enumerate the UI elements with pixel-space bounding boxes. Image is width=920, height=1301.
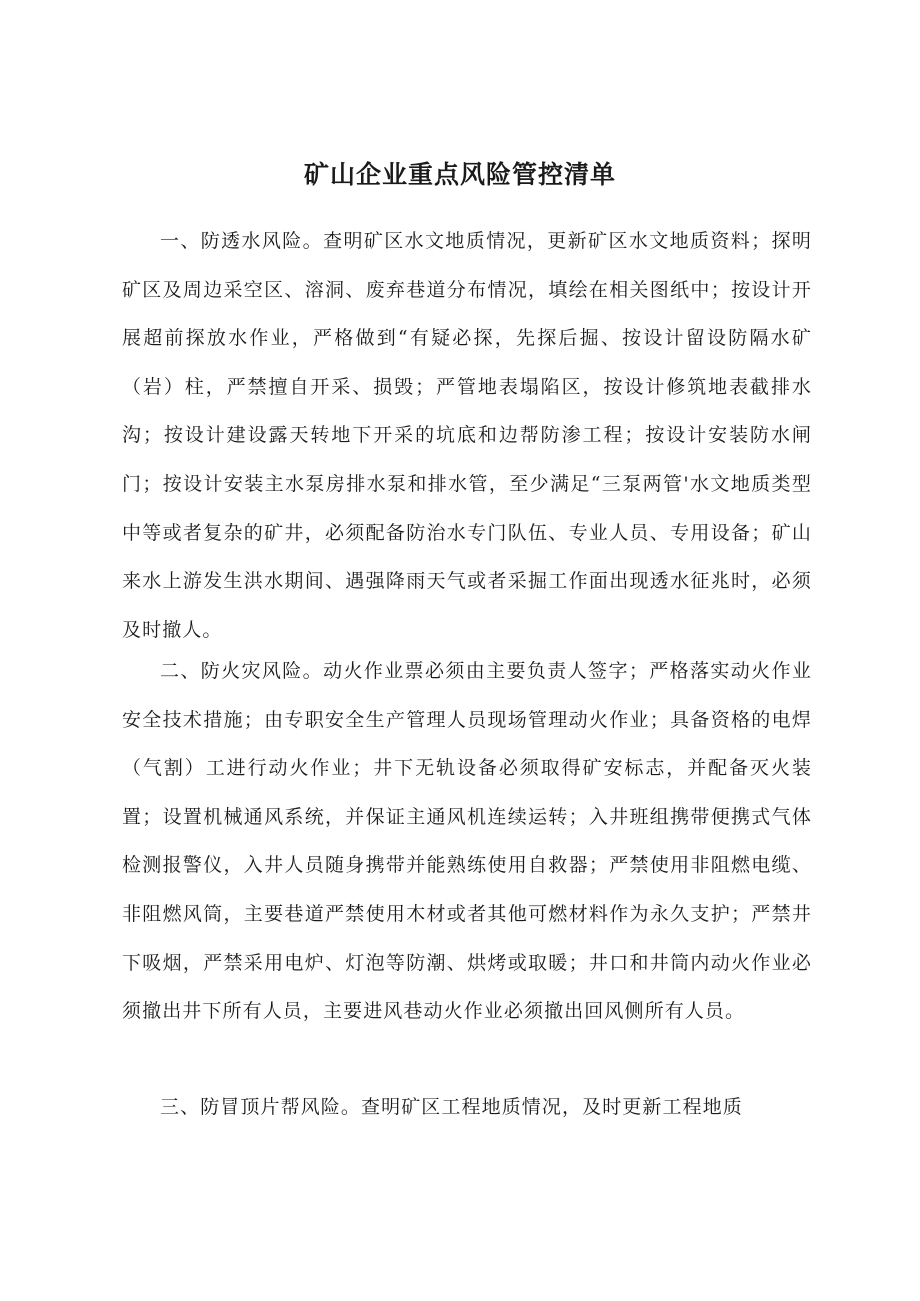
paragraph-fire-risk: 二、防火灾风险。动火作业票必须由主要负责人签字；严格落实动火作业安全技术措施；由专职安全生产管理人员现场管理动火作业；具备资格的电焊（气割）工进行动火作业；井下无轨设备必须取得矿安标志，并配备灭火装置；设置机械通风系统，并保证主通风机连续运转；入井班组携带便携式气体检测报警仪，入井人员随身携带并能熟练使用自救器；严禁使用非阻燃电缆、非阻燃风筒，主要巷道严禁使用木材或者其他可燃材料作为永久支护；严禁井下吸烟，严禁采用电炉、灯泡等防潮、烘烤或取暖；井口和井筒内动火作业必须撤出井下所有人员，主要进风巷动火作业必须撤出回风侧所有人员。 [122,660,812,1023]
paragraph-roof-fall-risk: 三、防冒顶片帮风险。查明矿区工程地质情况，及时更新工程地质 [160,1096,743,1118]
document-title: 矿山企业重点风险管控清单 [303,160,616,189]
paragraph-water-inrush-risk: 一、防透水风险。查明矿区水文地质情况，更新矿区水文地质资料；探明矿区及周边采空区、溶洞、废弃巷道分布情况，填绘在相关图纸中；按设计开展超前探放水作业，严格做到“有疑必探，先探后掘、按设计留设防隔水矿（岩）柱，严禁擅自开采、损毁；严管地表塌陷区，按设计修筑地表截排水沟；按设计建设露天转地下开采的坑底和边帮防渗工程；按设计安装防水闸门；按设计安装主水泵房排水泵和排水管，至少满足“三泵两管'水文地质类型中等或者复杂的矿井，必须配备防治水专门队伍、专业人员、专用设备；矿山来水上游发生洪水期间、遇强降雨天气或者采掘工作面出现透水征兆时，必须及时撤人。 [122,230,812,641]
